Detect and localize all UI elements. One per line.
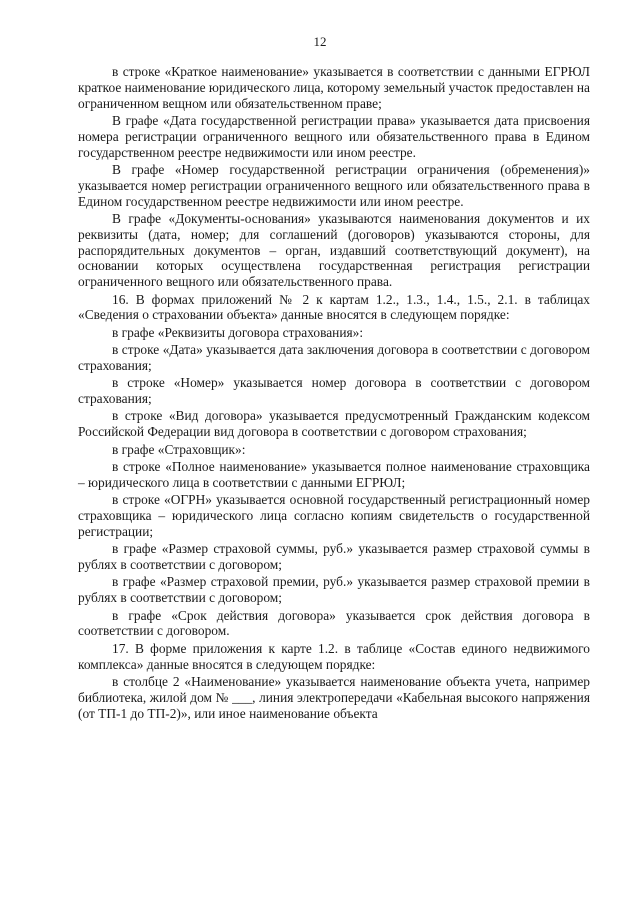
paragraph: В графе «Номер государственной регистрации ограничения (обременения)» указывается номер регистрации ограниченного вещного или обязательственного права в Едином государственном реестре недвижимости или ином реестре. [78, 161, 590, 209]
paragraph: 17. В форме приложения к карте 1.2. в таблице «Состав единого недвижимого комплекса» данные вносятся в следующем порядке: [78, 640, 590, 672]
document-body [78, 64, 590, 723]
paragraph: в графе «Размер страховой суммы, руб.» указывается размер страховой суммы в рублях в соответствии с договором; [78, 541, 590, 573]
paragraph: 16. В формах приложений № 2 к картам 1.2., 1.3., 1.4., 1.5., 2.1. в таблицах «Сведения о страховании объекта» данные вносятся в следующем порядке: [78, 291, 590, 323]
paragraph: в строке «Краткое наименование» указывается в соответствии с данными ЕГРЮЛ краткое наименование юридического лица, которому земельный участок предоставлен на ограниченном вещном или обязательственном праве; [78, 64, 590, 111]
paragraph: в строке «Полное наименование» указывается полное наименование страховщика – юридического лица в соответствии с данными ЕГРЮЛ; [78, 459, 590, 490]
paragraph: в строке «Дата» указывается дата заключения договора в соответствии с договором страхования; [78, 342, 590, 373]
paragraph: в строке «ОГРН» указывается основной государственный регистрационный номер страховщика – юридического лица согласно копиям свидетельств о государственной регистрации; [78, 492, 590, 539]
paragraph: В графе «Дата государственной регистрации права» указывается дата присвоения номера регистрации ограниченного вещного или обязательственного права в Едином государственном реестре недвижимости или ином реестре. [78, 112, 590, 160]
paragraph: в графе «Реквизиты договора страхования»: [112, 324, 364, 340]
paragraph: В графе «Документы-основания» указываются наименования документов и их реквизиты (дата, номер; для соглашений (договоров) указываются стороны, для распорядительных документов – орган, издавший соответствующий документ), на основании которых осуществлена государственная регистрация регистрации ограниченного вещного или обязательственного права. [78, 210, 590, 290]
paragraph: в графе «Срок действия договора» указывается срок действия договора в соответствии с договором. [78, 607, 590, 639]
page-number: 12 [313, 34, 327, 49]
paragraph: в графе «Размер страховой премии, руб.» указывается размер страховой премии в рублях в соответствии с договором; [78, 574, 590, 606]
paragraph: в строке «Вид договора» указывается предусмотренный Гражданским кодексом Российской Федерации вид договора в соответствии с договором страхования; [78, 408, 590, 440]
paragraph: в строке «Номер» указывается номер договора в соответствии с договором страхования; [78, 375, 590, 407]
paragraph: в графе «Страховщик»: [112, 441, 246, 457]
paragraph: в столбце 2 «Наименование» указывается наименование объекта учета, например библиотека, жилой дом № ___, линия электропередачи «Кабельная высокого напряжения (от ТП-1 до ТП-2)», или иное наименование объекта [78, 673, 590, 721]
